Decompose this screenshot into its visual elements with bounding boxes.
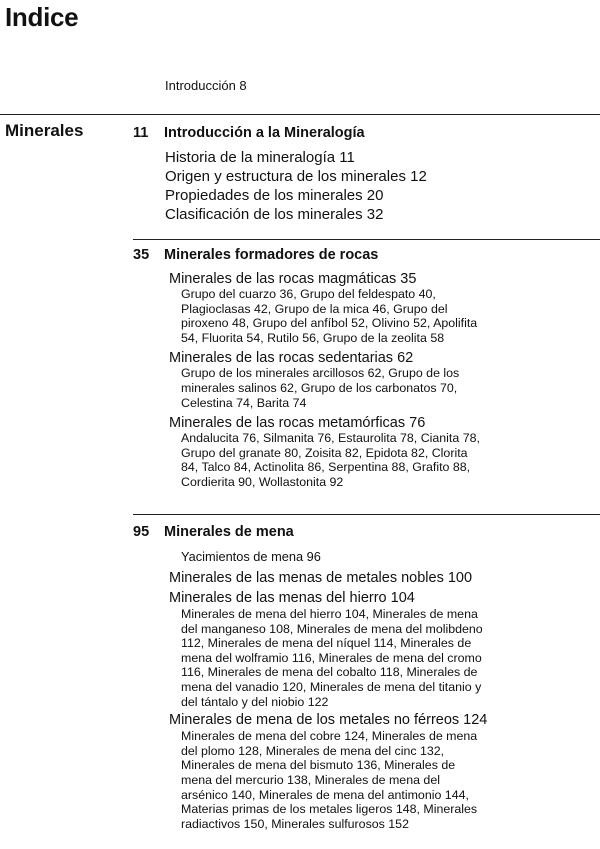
section-title: Introducción a la Mineralogía	[164, 125, 365, 141]
detail-line: minerales salinos 62, Grupo de los carbonatos 70,	[181, 380, 458, 395]
toc-group	[169, 712, 598, 831]
detail-line: mena del mercurio 138, Minerales de mena del	[181, 772, 440, 787]
toc-entry-introduccion[interactable]: Introducción 8	[165, 78, 247, 93]
detail-line: Minerales de mena del hierro 104, Minerales de mena	[181, 607, 478, 621]
toc-section	[133, 246, 598, 495]
toc-entry[interactable]: Propiedades de los minerales 20	[165, 187, 384, 204]
divider	[133, 514, 600, 515]
detail-line: Grupo de los minerales arcillosos 62, Grupo de los	[181, 366, 460, 381]
detail-line: Celestina 74, Barita 74	[181, 395, 307, 410]
detail-line: Grupo del granate 80, Zoisita 82, Epidota 82, Clorita	[181, 445, 468, 460]
section-number: 95	[133, 524, 150, 540]
toc-group-title[interactable]: Minerales de las rocas sedentarias 62	[169, 350, 414, 367]
toc-group	[169, 271, 598, 345]
detail-line: 112, Minerales de mena del níquel 114, Minerales de	[181, 636, 472, 651]
detail-line: 116, Minerales de mena del cobalto 118, Minerales de	[181, 665, 478, 680]
toc-entry[interactable]: Historia de la mineralogía 11	[165, 149, 355, 166]
toc-group	[169, 350, 598, 410]
divider	[0, 114, 600, 115]
detail-line: Materias primas de los metales ligeros 148, Minerales	[181, 802, 478, 817]
section-number: 35	[133, 247, 150, 263]
section-title: Minerales de mena	[164, 524, 294, 540]
toc-group	[169, 570, 598, 587]
part-label: Minerales	[5, 121, 84, 140]
detail-line: Minerales de mena del cobre 124, Minerales de mena	[181, 729, 478, 744]
page-title: Indice	[5, 2, 79, 32]
toc-group-detail	[181, 607, 598, 709]
detail-line: Plagioclasas 42, Grupo de la mica 46, Grupo del	[181, 301, 448, 316]
detail-line: 84, Talco 84, Actinolita 86, Serpentina 88, Grafito 88,	[181, 460, 471, 475]
toc-group-title[interactable]: Minerales de las rocas magmáticas 35	[169, 271, 417, 287]
toc-group-title[interactable]: Minerales de las menas del hierro 104	[169, 590, 415, 606]
detail-line: radiactivos 150, Minerales sulfurosos 152	[181, 816, 409, 831]
toc-group-title[interactable]: Minerales de las rocas metamórficas 76	[169, 415, 426, 432]
detail-line: del plomo 128, Minerales de mena del cinc 132,	[181, 743, 445, 758]
toc-group-detail	[181, 729, 598, 831]
toc-group-detail	[181, 366, 598, 410]
section-number: 11	[133, 125, 149, 141]
toc-group-title[interactable]: Minerales de las menas de metales nobles 100	[169, 570, 473, 586]
toc-section	[133, 124, 598, 224]
toc-group-detail	[181, 431, 598, 489]
section-heading[interactable]	[133, 124, 598, 143]
detail-line: piroxeno 48, Grupo del anfíbol 52, Olivino 52, Apolifita	[181, 316, 478, 331]
toc-entry[interactable]: Origen y estructura de los minerales 12	[165, 168, 427, 185]
toc-group-title[interactable]: Minerales de mena de los metales no férreos 124	[169, 712, 488, 729]
detail-line: Cordierita 90, Wollastonita 92	[181, 474, 344, 489]
toc-group	[169, 415, 598, 489]
section-heading[interactable]	[133, 523, 598, 542]
detail-line: mena del vanadio 120, Minerales de mena del titanio y	[181, 679, 482, 694]
toc-entry[interactable]: Yacimientos de mena 96	[181, 549, 321, 564]
toc-group	[169, 590, 598, 709]
detail-line: Andalucita 76, Silmanita 76, Estaurolita 78, Cianita 78,	[181, 431, 480, 446]
detail-line: Grupo del cuarzo 36, Grupo del feldespato 40,	[181, 287, 436, 301]
toc-section	[133, 523, 598, 834]
section-heading[interactable]	[133, 246, 598, 265]
detail-line: del manganeso 108, Minerales de mena del molibdeno	[181, 621, 483, 636]
detail-line: mena del wolframio 116, Minerales de mena del cromo	[181, 650, 482, 665]
detail-line: 54, Fluorita 54, Rutilo 56, Grupo de la zeolita 58	[181, 330, 445, 345]
toc-group-detail	[181, 287, 598, 345]
detail-line: arsénico 140, Minerales de mena del antimonio 144,	[181, 787, 469, 802]
detail-line: del tántalo y del niobio 122	[181, 694, 329, 709]
section-title: Minerales formadores de rocas	[164, 247, 379, 263]
toc-entry[interactable]: Clasificación de los minerales 32	[165, 206, 384, 223]
divider	[133, 239, 600, 240]
detail-line: Minerales de mena del bismuto 136, Minerales de	[181, 758, 456, 773]
